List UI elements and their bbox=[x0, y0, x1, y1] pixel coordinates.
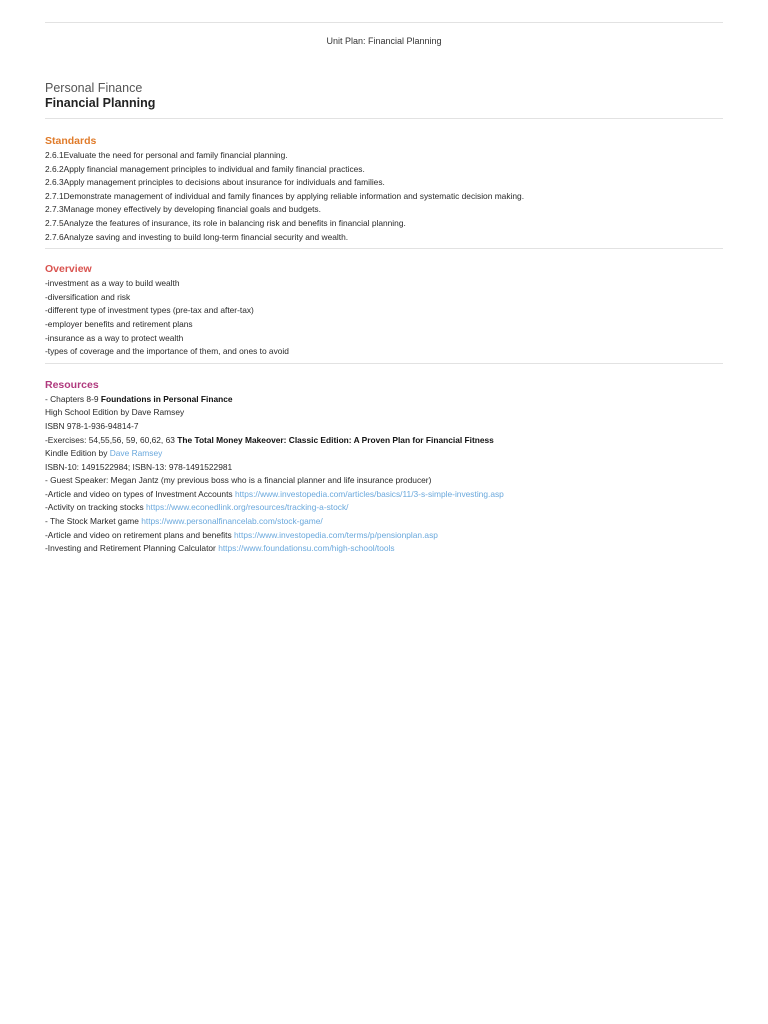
resource-item: ISBN-10: 1491522984; ISBN-13: 978-1491522981 bbox=[45, 461, 233, 472]
overview-item: -different type of investment types (pre-tax and after-tax) bbox=[45, 305, 254, 316]
resources-heading: Resources bbox=[45, 378, 99, 391]
overview-list bbox=[45, 277, 723, 359]
title-divider bbox=[45, 118, 723, 119]
resource-text: Kindle Edition by bbox=[45, 448, 110, 459]
resource-item: High School Edition by Dave Ramsey bbox=[45, 407, 185, 418]
book-title: Foundations in Personal Finance bbox=[100, 393, 233, 404]
resource-item bbox=[45, 515, 723, 529]
overview-item: -types of coverage and the importance of them, and ones to avoid bbox=[45, 346, 289, 357]
header-title: Unit Plan: Financial Planning bbox=[326, 36, 442, 46]
overview-item: -diversification and risk bbox=[45, 291, 131, 302]
document-page bbox=[45, 22, 723, 556]
standards-list bbox=[45, 149, 723, 244]
resource-text: -Investing and Retirement Planning Calculator bbox=[45, 543, 219, 554]
resource-item bbox=[45, 488, 723, 502]
resource-item bbox=[45, 393, 723, 407]
resource-text: -Article and video on retirement plans and benefits bbox=[45, 529, 235, 540]
stock-game-link[interactable]: https://www.personalfinancelab.com/stock-game/ bbox=[141, 516, 323, 527]
resource-text: -Activity on tracking stocks bbox=[45, 502, 146, 513]
resource-item bbox=[45, 542, 723, 556]
resource-text: -Exercises: 54,55,56, 59, 60,62, 63 bbox=[45, 434, 178, 445]
resource-text: - The Stock Market game bbox=[45, 516, 142, 527]
pension-plan-link[interactable]: https://www.investopedia.com/terms/p/pensionplan.asp bbox=[234, 529, 438, 540]
top-rule bbox=[45, 22, 723, 23]
resource-item bbox=[45, 447, 723, 461]
standards-divider bbox=[45, 248, 723, 249]
resources-list bbox=[45, 393, 723, 556]
standards-heading: Standards bbox=[45, 135, 97, 147]
investment-accounts-link[interactable]: https://www.investopedia.com/articles/basics/11/3-s-simple-investing.asp bbox=[234, 488, 504, 499]
overview-item: -insurance as a way to protect wealth bbox=[45, 332, 184, 343]
standard-item: 2.6.3Apply management principles to decisions about insurance for individuals and families. bbox=[45, 177, 385, 188]
overview-section bbox=[45, 262, 723, 359]
book-title: The Total Money Makeover: Classic Edition: A Proven Plan for Financial Fitness bbox=[177, 434, 494, 445]
standard-item: 2.7.5Analyze the features of insurance, its role in balancing risk and benefits in financial planning. bbox=[45, 217, 406, 228]
resource-item bbox=[45, 529, 723, 543]
author-link[interactable]: Dave Ramsey bbox=[109, 448, 163, 459]
resources-section bbox=[45, 378, 723, 556]
resource-item bbox=[45, 434, 723, 448]
standard-item: 2.6.2Apply financial management principles to individual and family financial practices. bbox=[45, 163, 365, 174]
standard-item: 2.7.3Manage money effectively by developing financial goals and budgets. bbox=[45, 204, 321, 215]
overview-item: -investment as a way to build wealth bbox=[45, 278, 180, 289]
resource-text: -Article and video on types of Investment Accounts bbox=[45, 488, 235, 499]
subject-label: Personal Finance bbox=[45, 81, 143, 95]
overview-heading: Overview bbox=[45, 263, 92, 276]
resource-item: ISBN 978-1-936-94814-7 bbox=[45, 420, 139, 431]
calculator-link[interactable]: https://www.foundationsu.com/high-school/tools bbox=[218, 543, 395, 554]
resource-item: - Guest Speaker: Megan Jantz (my previous boss who is a financial planner and life insurance producer) bbox=[45, 475, 432, 486]
unit-title: Financial Planning bbox=[45, 96, 156, 110]
overview-divider bbox=[45, 363, 723, 364]
standard-item: 2.7.1Demonstrate management of individual and family finances by applying reliable information and systematic decision making. bbox=[45, 190, 525, 201]
standard-item: 2.6.1Evaluate the need for personal and family financial planning. bbox=[45, 150, 288, 160]
resource-item bbox=[45, 501, 723, 515]
tracking-stock-link[interactable]: https://www.econedlink.org/resources/tracking-a-stock/ bbox=[146, 502, 349, 513]
overview-item: -employer benefits and retirement plans bbox=[45, 318, 193, 329]
standard-item: 2.7.6Analyze saving and investing to build long-term financial security and wealth. bbox=[45, 231, 349, 242]
resource-text: - Chapters 8-9 bbox=[45, 393, 101, 404]
standards-section bbox=[45, 134, 723, 244]
